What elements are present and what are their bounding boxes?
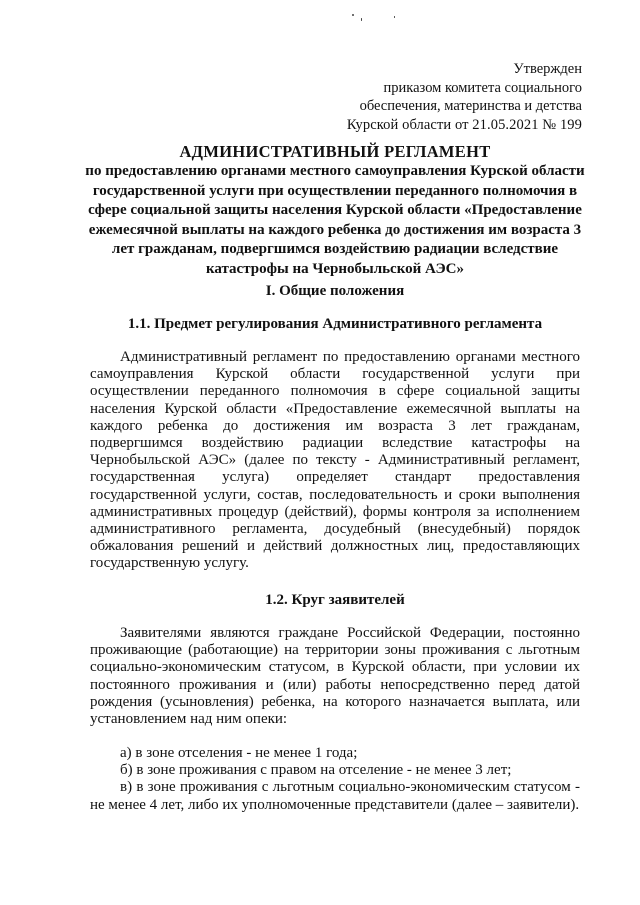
paragraph-subject — [90, 349, 580, 573]
title-main: АДМИНИСТРАТИВНЫЙ РЕГЛАМЕНТ — [179, 142, 491, 161]
scan-speck — [394, 16, 395, 18]
title-subtitle: по предоставлению органами местного самоуправления Курской области государственной услуги при осуществлении переданного полномочия в сфере социальной защиты населения Курской области «Предоставление ежемесячной выплаты на каждого ребенка до достижения им возраста 3 лет гражданам, подвергшимся воздействию радиации вследствие катастрофы на Чернобыльской АЭС» — [85, 163, 585, 277]
approval-line-date-number: Курской области от 21.05.2021 № 199 — [346, 116, 582, 133]
section-heading-subject: 1.1. Предмет регулирования Административного регламента — [127, 316, 543, 332]
list-item: а) в зоне отселения - не менее 1 года; — [120, 745, 358, 761]
scan-speck — [352, 14, 354, 16]
paragraph-applicants-text: Заявителями являются граждане Российской Федерации, постоянно проживающие (работающие) на территории зоны проживания с льготным социально-экономическим статусом, в Курской области, при условии их постоянного проживания и (или) работы непосредственно перед датой рождения (усыновления) ребенка, на которого назначается выплата, или установлением над ним опеки: — [90, 625, 580, 728]
document-title — [80, 142, 590, 279]
paragraph-subject-text: Административный регламент по предоставлению органами местного самоуправления Курской области государственной услуги при осуществлении переданного полномочия в сфере социальной защиты населения Курской области «Предоставление ежемесячной выплаты на каждого ребенка до достижения им возраста 3 лет гражданам, подвергшимся воздействию радиации вследствие катастрофы на Чернобыльской АЭС» (далее по тексту - Административный регламент, государственная услуга) определяет стандарт предоставления государственной услуги, состав, последовательность и сроки выполнения административных процедур (действий), формы контроля за исполнением административного регламента, досудебный (внесудебный) порядок обжалования решений и действий должностных лиц, предоставляющих государственную услугу. — [90, 349, 580, 572]
approval-line-committee: обеспечения, материнства и детства — [359, 98, 582, 114]
scan-speck — [361, 18, 362, 21]
section-heading-applicants: 1.2. Круг заявителей — [265, 592, 405, 608]
section-heading-general: I. Общие положения — [265, 283, 405, 299]
list-item: б) в зоне проживания с правом на отселение - не менее 3 лет; — [120, 762, 512, 779]
approval-stamp — [347, 60, 582, 134]
approval-line-order: приказом комитета социального — [383, 79, 582, 96]
paragraph-applicants — [90, 625, 580, 728]
applicant-conditions-list — [90, 745, 580, 814]
approval-line-approved: Утвержден — [513, 61, 582, 77]
list-item: в) в зоне проживания с льготным социально-экономическим статусом - не менее 4 лет, либо их уполномоченные представители (далее – заявители). — [90, 779, 580, 813]
